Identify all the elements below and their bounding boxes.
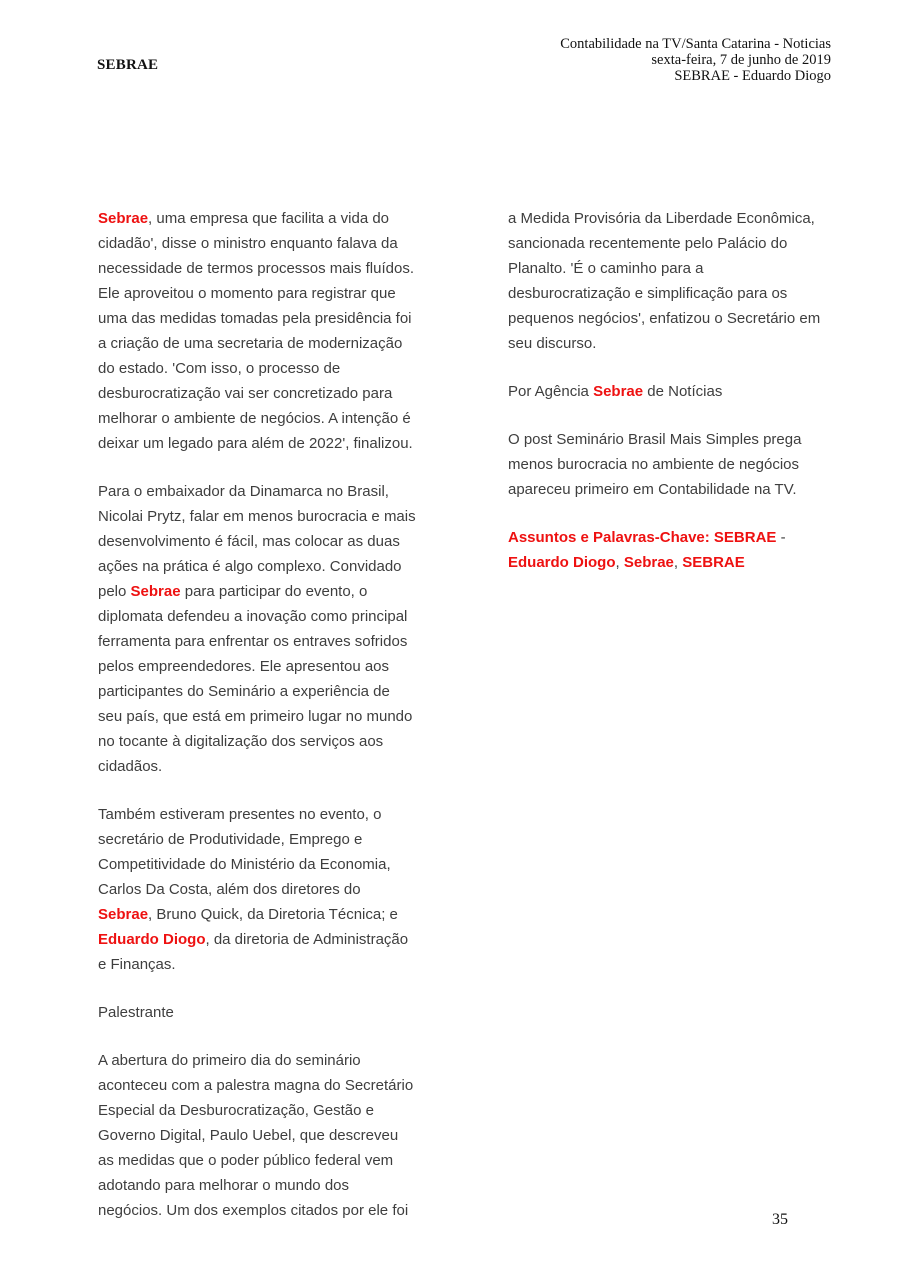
text-run: as medidas que o poder público federal vem xyxy=(98,1152,394,1169)
page-number: 35 xyxy=(772,1211,788,1228)
paragraph xyxy=(98,479,450,779)
text-run: ações na prática é algo complexo. Convidado xyxy=(98,558,402,575)
text-run: a Medida Provisória da Liberdade Econômica, xyxy=(508,210,815,227)
text-run: , xyxy=(673,554,683,571)
text-run: no tocante à digitalização dos serviços aos xyxy=(98,733,384,750)
text-run: ferramenta para enfrentar os entraves sofridos xyxy=(98,633,408,650)
text-run: A abertura do primeiro dia do seminário xyxy=(98,1052,361,1069)
text-run: cidadão', disse o ministro enquanto falava da xyxy=(98,235,398,252)
text-run: Para o embaixador da Dinamarca no Brasil, xyxy=(98,483,389,500)
paragraph xyxy=(98,1048,450,1223)
article-body xyxy=(98,206,848,1223)
paragraph xyxy=(508,525,848,575)
header-meta xyxy=(560,36,831,84)
text-run: pelo xyxy=(98,583,131,600)
text-run: apareceu primeiro em Contabilidade na TV. xyxy=(508,481,797,498)
text-run: Carlos Da Costa, além dos diretores do xyxy=(98,881,361,898)
keyword-highlight: SEBRAE xyxy=(682,554,745,571)
text-run: para participar do evento, o xyxy=(180,583,368,600)
text-run: uma das medidas tomadas pela presidência foi xyxy=(98,310,412,327)
text-run: menos burocracia no ambiente de negócios xyxy=(508,456,800,473)
page-header xyxy=(97,36,831,84)
text-run: pequenos negócios', enfatizou o Secretário em xyxy=(508,310,821,327)
text-run: , xyxy=(615,554,624,571)
text-run: sancionada recentemente pelo Palácio do xyxy=(508,235,788,252)
keyword-highlight: Sebrae xyxy=(623,554,674,571)
right-column xyxy=(508,206,848,1223)
text-run: Palestrante xyxy=(98,1004,174,1021)
text-run: de Notícias xyxy=(643,383,723,400)
text-run: diplomata defendeu a inovação como principal xyxy=(98,608,408,625)
text-run: e Finanças. xyxy=(98,956,176,973)
text-run: - xyxy=(776,529,786,546)
keyword-highlight: Assuntos e Palavras-Chave: SEBRAE xyxy=(508,529,777,546)
source-label: SEBRAE xyxy=(97,57,159,73)
text-run: seu discurso. xyxy=(508,335,597,352)
text-run: a criação de uma secretaria de modernização xyxy=(98,335,403,352)
keyword-highlight: Sebrae xyxy=(593,383,644,400)
keyword-highlight: Eduardo Diogo xyxy=(98,931,206,948)
text-run: negócios. Um dos exemplos citados por ele foi xyxy=(98,1202,409,1219)
text-run: cidadãos. xyxy=(98,758,163,775)
text-run: Ele aproveitou o momento para registrar que xyxy=(98,285,396,302)
text-run: secretário de Produtividade, Emprego e xyxy=(98,831,363,848)
paragraph xyxy=(98,1000,450,1025)
text-run: Também estiveram presentes no evento, o xyxy=(98,806,382,823)
text-run: Por Agência xyxy=(508,383,594,400)
text-run: Governo Digital, Paulo Uebel, que descreveu xyxy=(98,1127,399,1144)
text-run: Nicolai Prytz, falar em menos burocracia e mais xyxy=(98,508,416,525)
text-run: , da diretoria de Administração xyxy=(205,931,409,948)
header-meta-line-date: sexta-feira, 7 de junho de 2019 xyxy=(651,52,831,68)
text-run: desburocratização e simplificação para os xyxy=(508,285,788,302)
text-run: Planalto. 'É o caminho para a xyxy=(508,260,704,277)
keyword-highlight: Sebrae xyxy=(98,906,149,923)
text-run: do estado. 'Com isso, o processo de xyxy=(98,360,341,377)
paragraph xyxy=(508,206,848,356)
text-run: adotando para melhorar o mundo dos xyxy=(98,1177,350,1194)
text-run: necessidade de termos processos mais fluídos. xyxy=(98,260,414,277)
text-run: seu país, que está em primeiro lugar no mundo xyxy=(98,708,413,725)
header-meta-line-author: SEBRAE - Eduardo Diogo xyxy=(674,68,831,84)
paragraph xyxy=(508,427,848,502)
text-run: participantes do Seminário a experiência de xyxy=(98,683,390,700)
left-column xyxy=(98,206,450,1223)
text-run: , uma empresa que facilita a vida do xyxy=(148,210,390,227)
paragraph xyxy=(98,802,450,977)
text-run: Especial da Desburocratização, Gestão e xyxy=(98,1102,374,1119)
keyword-highlight: Sebrae xyxy=(130,583,181,600)
text-run: melhorar o ambiente de negócios. A intenção é xyxy=(98,410,411,427)
text-run: desburocratização vai ser concretizado para xyxy=(98,385,393,402)
header-meta-line-title: Contabilidade na TV/Santa Catarina - Noticias xyxy=(560,36,831,52)
text-run: O post Seminário Brasil Mais Simples prega xyxy=(508,431,802,448)
text-run: deixar um legado para além de 2022', finalizou. xyxy=(98,435,413,452)
text-run: Competitividade do Ministério da Economia, xyxy=(98,856,391,873)
keyword-highlight: Sebrae xyxy=(98,210,149,227)
keyword-highlight: Eduardo Diogo xyxy=(508,554,616,571)
text-run: aconteceu com a palestra magna do Secretário xyxy=(98,1077,414,1094)
text-run: , Bruno Quick, da Diretoria Técnica; e xyxy=(148,906,398,923)
text-run: desenvolvimento é fácil, mas colocar as duas xyxy=(98,533,400,550)
text-run: pelos empreendedores. Ele apresentou aos xyxy=(98,658,390,675)
paragraph xyxy=(98,206,450,456)
paragraph xyxy=(508,379,848,404)
